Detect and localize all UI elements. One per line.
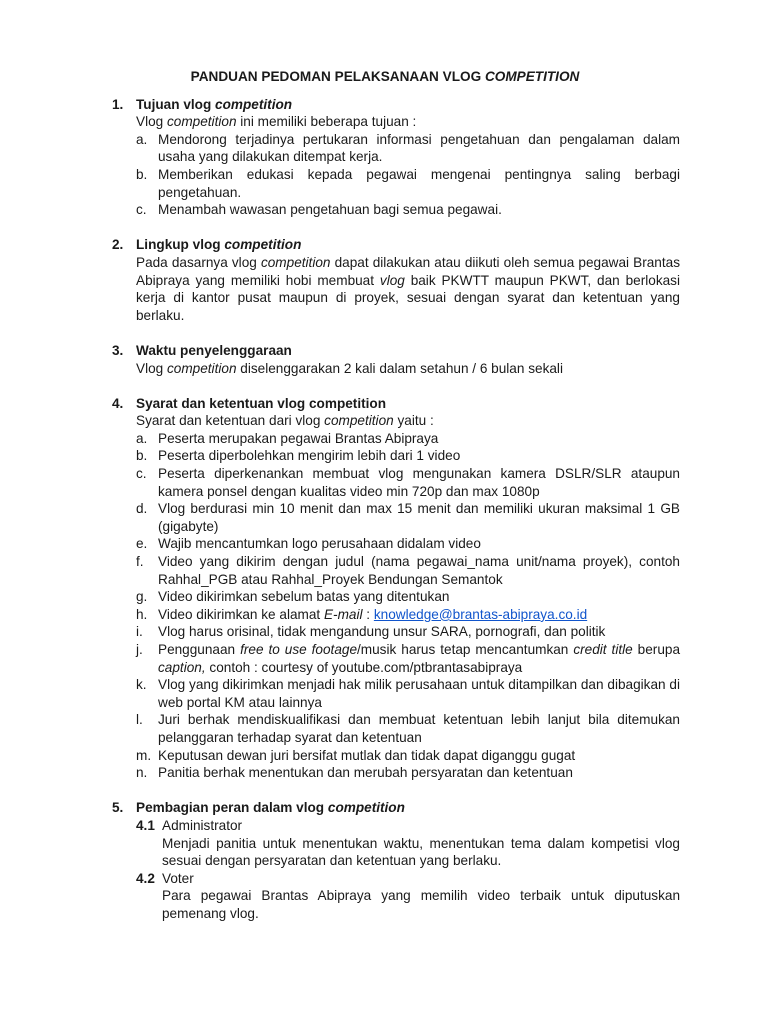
list-item: e. Wajib mencantumkan logo perusahaan didalam video	[136, 536, 481, 552]
list-item: h. Video dikirimkan ke alamat E-mail : knowledge@brantas-abipraya.co.id	[136, 606, 588, 622]
section-2	[112, 236, 680, 324]
subsection-voter: 4.2 Voter	[136, 870, 194, 886]
list-item: j. Penggunaan free to use footage/musik harus tetap mencantumkan credit title berupa caption, contoh : courtesy of youtube.com/ptbrantasabipraya	[136, 642, 681, 675]
list-item: b. Memberikan edukasi kepada pegawai mengenai pentingnya saling berbagi pengetahuan.	[136, 166, 680, 200]
list-item: d. Vlog berdurasi min 10 menit dan max 15 menit dan memiliki ukuran maksimal 1 GB (gigabyte)	[136, 501, 680, 534]
list-item: a. Peserta merupakan pegawai Brantas Abipraya	[136, 430, 439, 446]
list-item: i. Vlog harus orisinal, tidak mengandung unsur SARA, pornografi, dan politik	[136, 624, 606, 640]
section-5	[112, 799, 680, 922]
section-4-intro: Syarat dan ketentuan dari vlog competition yaitu :	[136, 413, 434, 429]
section-5-heading: 5. Pembagian peran dalam vlog competition	[112, 800, 405, 816]
section-3	[112, 342, 680, 377]
document-title: PANDUAN PEDOMAN PELAKSANAAN VLOG COMPETITION	[190, 69, 580, 84]
section-2-heading: 2. Lingkup vlog competition	[112, 237, 302, 253]
list-item: a. Mendorong terjadinya pertukaran informasi pengetahuan dan pengalaman dalam usaha yang dilakukan ditempat kerja.	[136, 131, 680, 165]
section-4	[112, 395, 680, 782]
list-item: c. Menambah wawasan pengetahuan bagi semua pegawai.	[136, 202, 502, 218]
section-2-paragraph: Pada dasarnya vlog competition dapat dilakukan atau diikuti oleh semua pegawai Brantas Abipraya yang memiliki hobi membuat vlog baik PKWTT maupun PKWT, dan berlokasi kerja di kantor pusat maupun di proyek, sesuai dengan syarat dan ketentuan yang berlaku.	[136, 254, 681, 323]
email-link[interactable]: knowledge@brantas-abipraya.co.id	[373, 606, 588, 622]
subsection-voter-desc: Para pegawai Brantas Abipraya yang memilih video terbaik untuk diputuskan pemenang vlog.	[162, 888, 680, 921]
subsection-administrator: 4.1 Administrator	[136, 817, 243, 833]
section-1-heading: 1. Tujuan vlog competition	[112, 96, 293, 112]
subsection-administrator-desc: Menjadi panitia untuk menentukan waktu, menentukan tema dalam kompetisi vlog sesuai dengan persyaratan dan ketentuan yang berlaku.	[162, 835, 680, 869]
list-item: m. Keputusan dewan juri bersifat mutlak dan tidak dapat diganggu gugat	[136, 747, 576, 763]
section-3-paragraph: Vlog competition diselenggarakan 2 kali dalam setahun / 6 bulan sekali	[136, 360, 563, 376]
list-item: g. Video dikirimkan sebelum batas yang ditentukan	[136, 589, 450, 605]
list-item: c. Peserta diperkenankan membuat vlog mengunakan kamera DSLR/SLR ataupun kamera ponsel dengan kualitas video min 720p dan max 1080p	[136, 466, 680, 499]
section-3-heading: 3. Waktu penyelenggaraan	[112, 342, 292, 358]
list-item: n. Panitia berhak menentukan dan merubah persyaratan dan ketentuan	[136, 765, 573, 781]
section-1-intro: Vlog competition ini memiliki beberapa tujuan :	[136, 114, 417, 130]
section-4-heading: 4. Syarat dan ketentuan vlog competition	[112, 395, 387, 411]
list-item: b. Peserta diperbolehkan mengirim lebih dari 1 video	[136, 448, 461, 464]
list-item: l. Juri berhak mendiskualifikasi dan membuat ketentuan lebih lanjut bila ditemukan pelanggaran terhadap syarat dan ketentuan	[136, 712, 680, 745]
list-item: f. Video yang dikirim dengan judul (nama pegawai_nama unit/nama proyek), contoh Rahhal_PGB atau Rahhal_Proyek Bendungan Semantok	[136, 554, 680, 587]
list-item: k. Vlog yang dikirimkan menjadi hak milik perusahaan untuk ditampilkan dan dibagikan di web portal KM atau lainnya	[136, 677, 680, 710]
section-1	[112, 96, 680, 219]
